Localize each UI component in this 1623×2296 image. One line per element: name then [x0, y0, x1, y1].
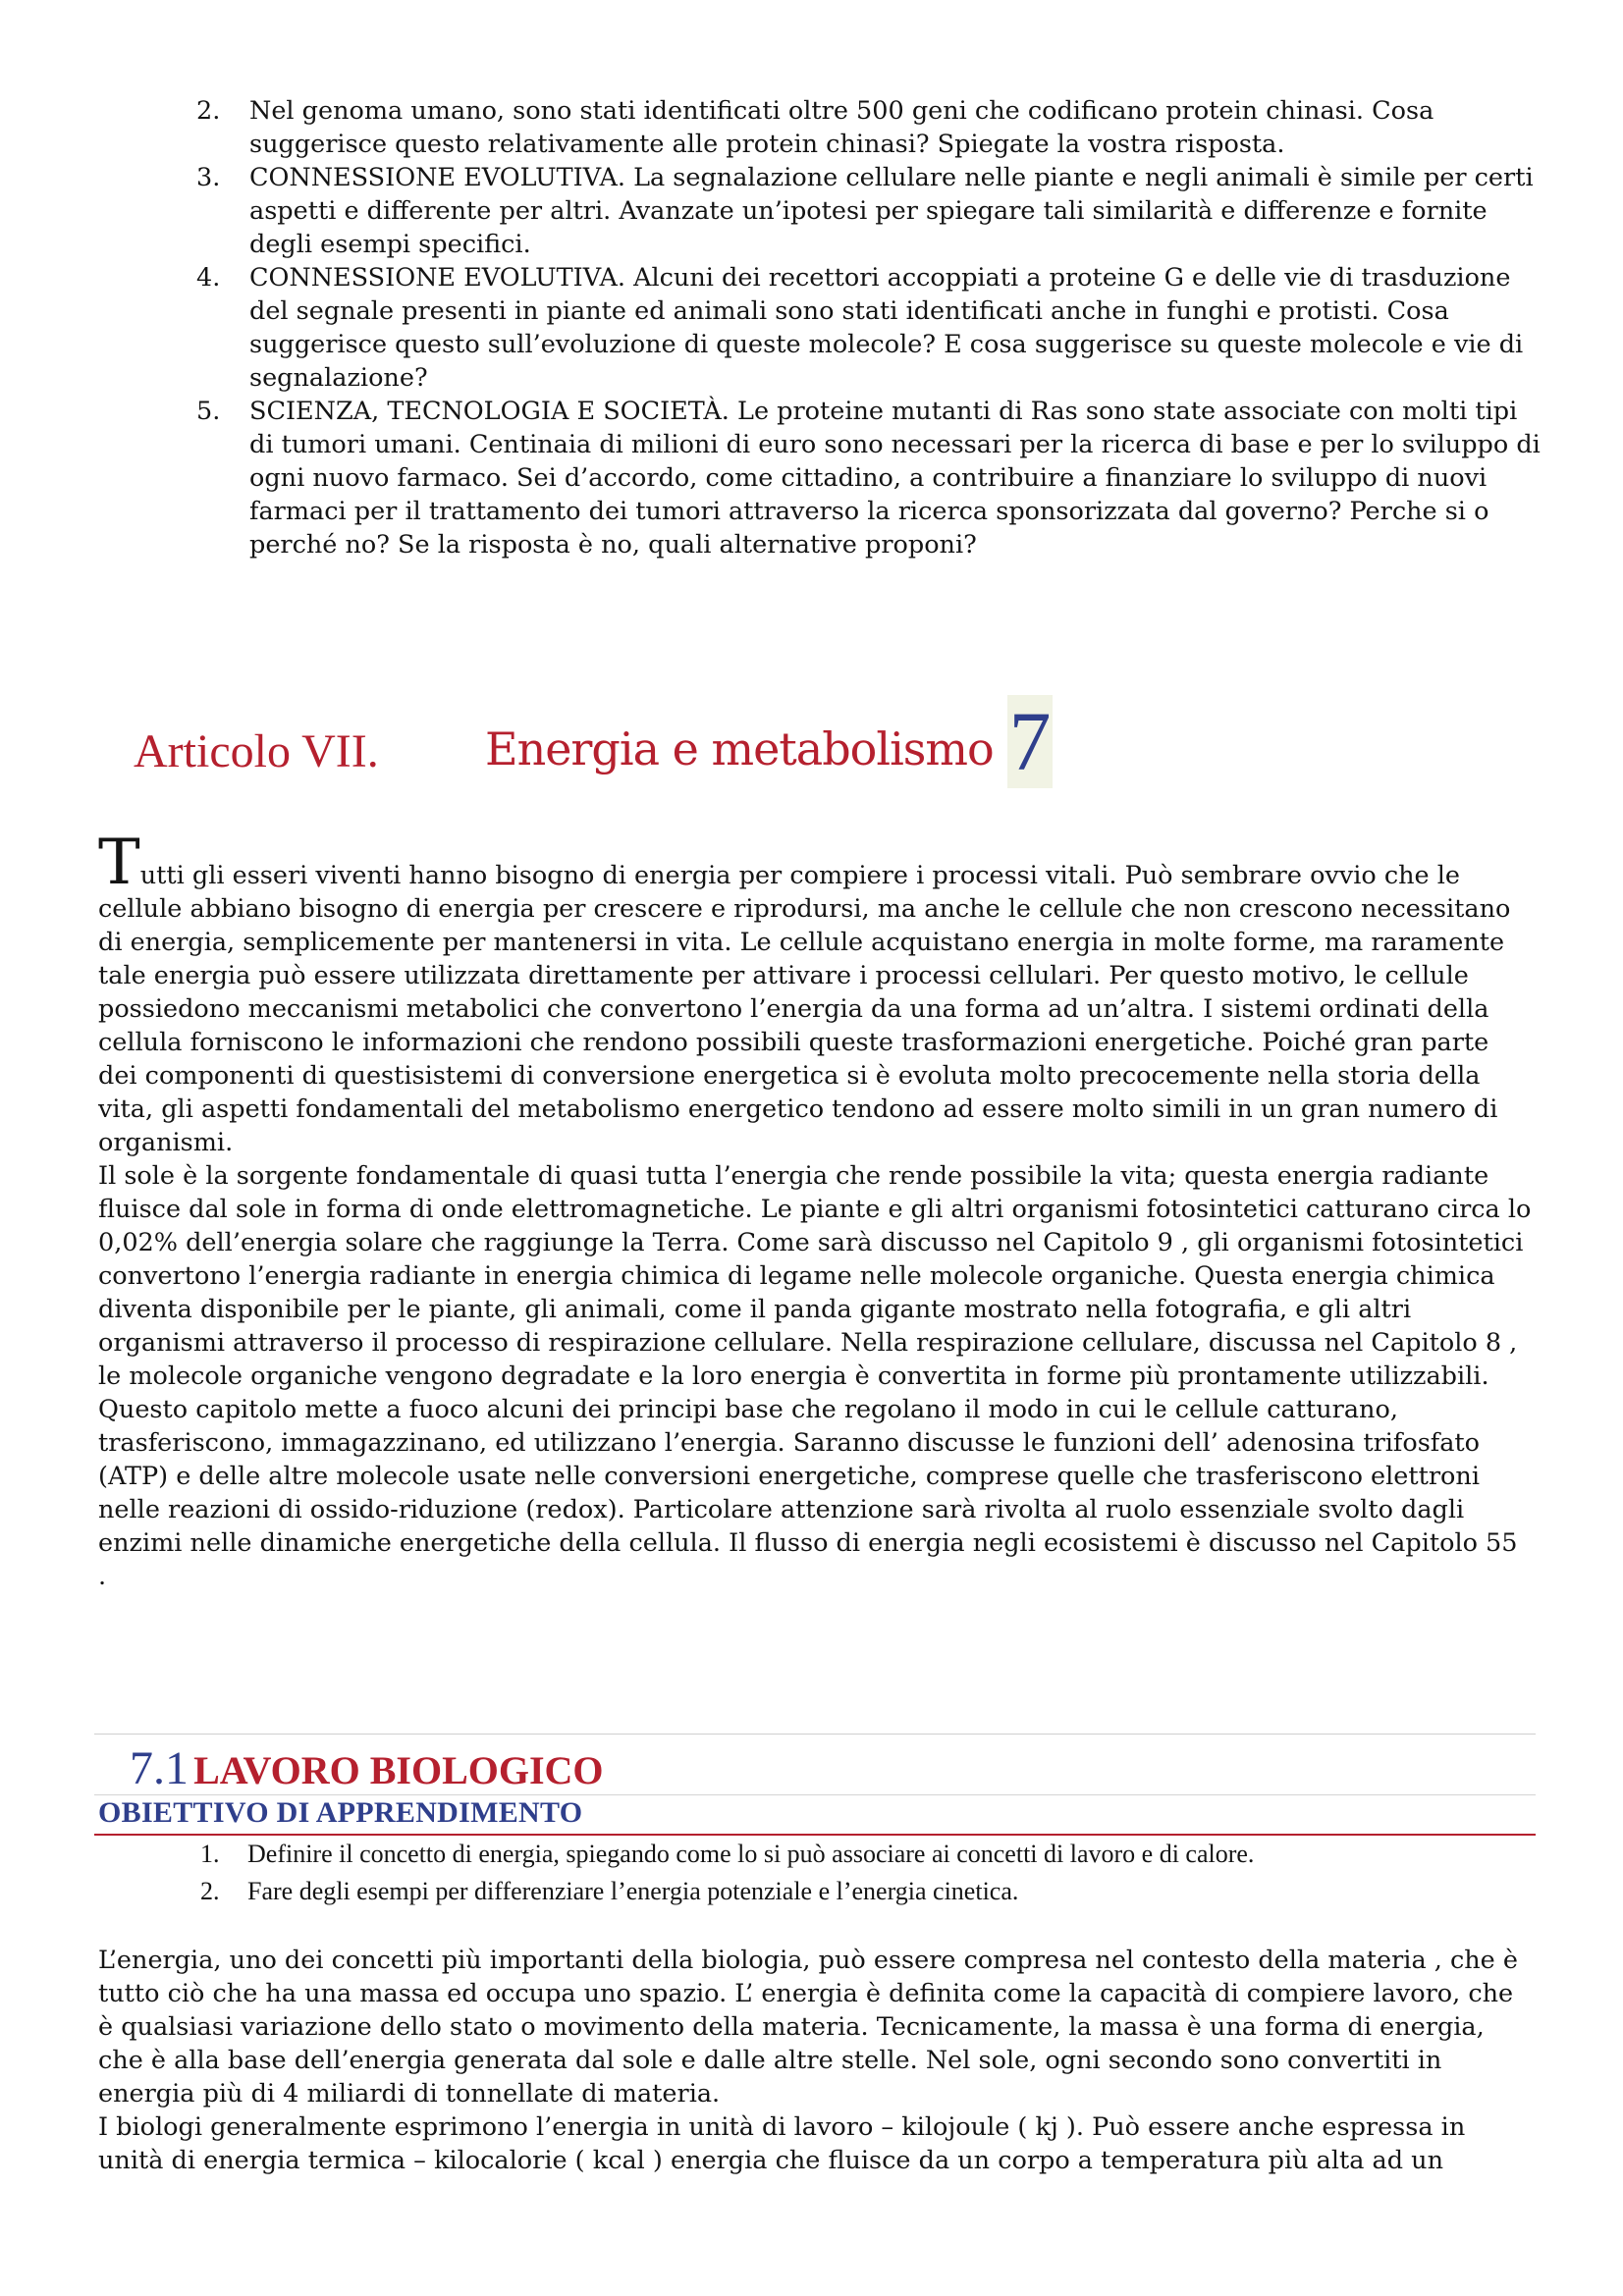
objective-item — [196, 1873, 1551, 1910]
question-text: CONNESSIONE EVOLUTIVA. Alcuni dei recettori accoppiati a proteine G e delle vie di trasduzione del segnale presenti in piante ed animali sono stati identificati anche in funghi e protisti. Cosa suggerisce questo sull’evoluzione di queste molecole? E cosa suggerisce su queste molecole e vie di segnalazione? — [249, 263, 1524, 393]
section-heading — [130, 1741, 604, 1795]
question-number: 5. — [196, 397, 221, 426]
section-number: 7.1 — [130, 1742, 189, 1794]
section-mid-rule — [94, 1794, 1536, 1795]
chapter-introduction — [98, 827, 1532, 1593]
objective-text: Fare degli esempi per differenziare l’energia potenziale e l’energia cinetica. — [247, 1877, 1019, 1905]
objective-item — [196, 1836, 1551, 1873]
intro-paragraph-text: utti gli esseri viventi hanno bisogno di energia per compiere i processi vitali. Può sembrare ovvio che le cellule abbiano bisogno di energia per crescere e riprodursi, ma anche le cellule che non crescono necessitano di energia, semplicemente per mantenersi in vita. Le cellule acquistano energia in molte forme, ma raramente tale energia può essere utilizzata direttamente per attivare i processi cellulari. Per questo motivo, le cellule possiedono meccanismi metabolici che convertono l’energia da una forma ad un’altra. I sistemi ordinati della cellula forniscono le informazioni che rendono possibili queste trasformazioni energetiche. Poiché gran parte dei componenti di questisistemi di conversione energetica si è evoluta molto precocemente nella storia della vita, gli aspetti fondamentali del metabolismo energetico tendono ad essere molto simili in un gran numero di organismi. — [98, 861, 1511, 1157]
question-text: Nel genoma umano, sono stati identificati oltre 500 geni che codificano protein chinasi. Cosa suggerisce questo relativamente alle protein chinasi? Spiegate la vostra risposta. — [249, 96, 1434, 159]
question-number: 2. — [196, 96, 221, 126]
question-number: 3. — [196, 163, 221, 192]
chapter-number-badge: 7 — [1008, 694, 1052, 788]
drop-cap: T — [98, 827, 140, 899]
learning-objectives-list — [196, 1836, 1551, 1910]
question-number: 4. — [196, 263, 221, 293]
chapter-label: Articolo VII. — [134, 725, 379, 777]
energy-paragraph: I biologi generalmente esprimono l’energia in unità di lavoro – kilojoule ( kj ). Può essere anche espressa in unità di energia termica – kilocalorie ( kcal ) energia che fluisce da un corpo a temperatura più alta ad un — [98, 2112, 1466, 2175]
question-text: CONNESSIONE EVOLUTIVA. La segnalazione cellulare nelle piante e negli animali è simile per certi aspetti e differente per altri. Avanzate un’ipotesi per spiegare tali similarità e differenze e fornite degli esempi specifici. — [249, 163, 1534, 259]
objective-text: Definire il concetto di energia, spiegando come lo si può associare ai concetti di lavoro e di calore. — [247, 1840, 1255, 1868]
energy-section-body — [98, 1944, 1532, 2177]
section-title: LAVORO BIOLOGICO — [193, 1748, 604, 1792]
question-item — [196, 261, 1542, 395]
question-item — [196, 94, 1542, 161]
question-item — [196, 161, 1542, 261]
objective-heading: OBIETTIVO DI APPRENDIMENTO — [98, 1796, 583, 1829]
section-top-rule — [94, 1734, 1536, 1735]
chapter-title: Energia e metabolismo — [485, 722, 994, 775]
question-item — [196, 395, 1542, 561]
intro-paragraph — [98, 827, 1532, 1159]
objective-number: 1. — [200, 1840, 220, 1868]
chapter-heading — [134, 695, 1115, 793]
question-text: SCIENZA, TECNOLOGIA E SOCIETÀ. Le proteine mutanti di Ras sono state associate con molti tipi di tumori umani. Centinaia di milioni di euro sono necessari per la ricerca di base e per lo sviluppo di ogni nuovo farmaco. Sei d’accordo, come cittadino, a contribuire a finanziare lo sviluppo di nuovi farmaci per il trattamento dei tumori attraverso la ricerca sponsorizzata dal governo? Perche si o perché no? Se la risposta è no, quali alternative proponi? — [249, 397, 1541, 560]
intro-paragraph: Il sole è la sorgente fondamentale di quasi tutta l’energia che rende possibile la vita; questa energia radiante fluisce dal sole in forma di onde elettromagnetiche. Le piante e gli altri organismi fotosintetici catturano circa lo 0,02% dell’energia solare che raggiunge la Terra. Come sarà discusso nel Capitolo 9 , gli organismi fotosintetici convertono l’energia radiante in energia chimica di legame nelle molecole organiche. Questa energia chimica diventa disponibile per le piante, gli animali, come il panda gigante mostrato nella fotografia, e gli altri organismi attraverso il processo di respirazione cellulare. Nella respirazione cellulare, discussa nel Capitolo 8 , le molecole organiche vengono degradate e la loro energia è convertita in forme più prontamente utilizzabili. — [98, 1161, 1532, 1391]
review-questions-list — [196, 94, 1542, 561]
intro-paragraph: Questo capitolo mette a fuoco alcuni dei principi base che regolano il modo in cui le cellule catturano, trasferiscono, immagazzinano, ed utilizzano l’energia. Saranno discusse le funzioni dell’ adenosina trifosfato (ATP) e delle altre molecole usate nelle conversioni energetiche, comprese quelle che trasferiscono elettroni nelle reazioni di ossido-riduzione (redox). Particolare attenzione sarà rivolta al ruolo essenziale svolto dagli enzimi nelle dinamiche energetiche della cellula. Il flusso di energia negli ecosistemi è discusso nel Capitolo 55 . — [98, 1395, 1518, 1591]
energy-paragraph: L’energia, uno dei concetti più importanti della biologia, può essere compresa nel contesto della materia , che è tutto ciò che ha una massa ed occupa uno spazio. L’ energia è definita come la capacità di compiere lavoro, che è qualsiasi variazione dello stato o movimento della materia. Tecnicamente, la massa è una forma di energia, che è alla base dell’energia generata dal sole e dalle altre stelle. Nel sole, ogni secondo sono convertiti in energia più di 4 miliardi di tonnellate di materia. — [98, 1946, 1518, 2109]
objective-number: 2. — [200, 1877, 220, 1905]
